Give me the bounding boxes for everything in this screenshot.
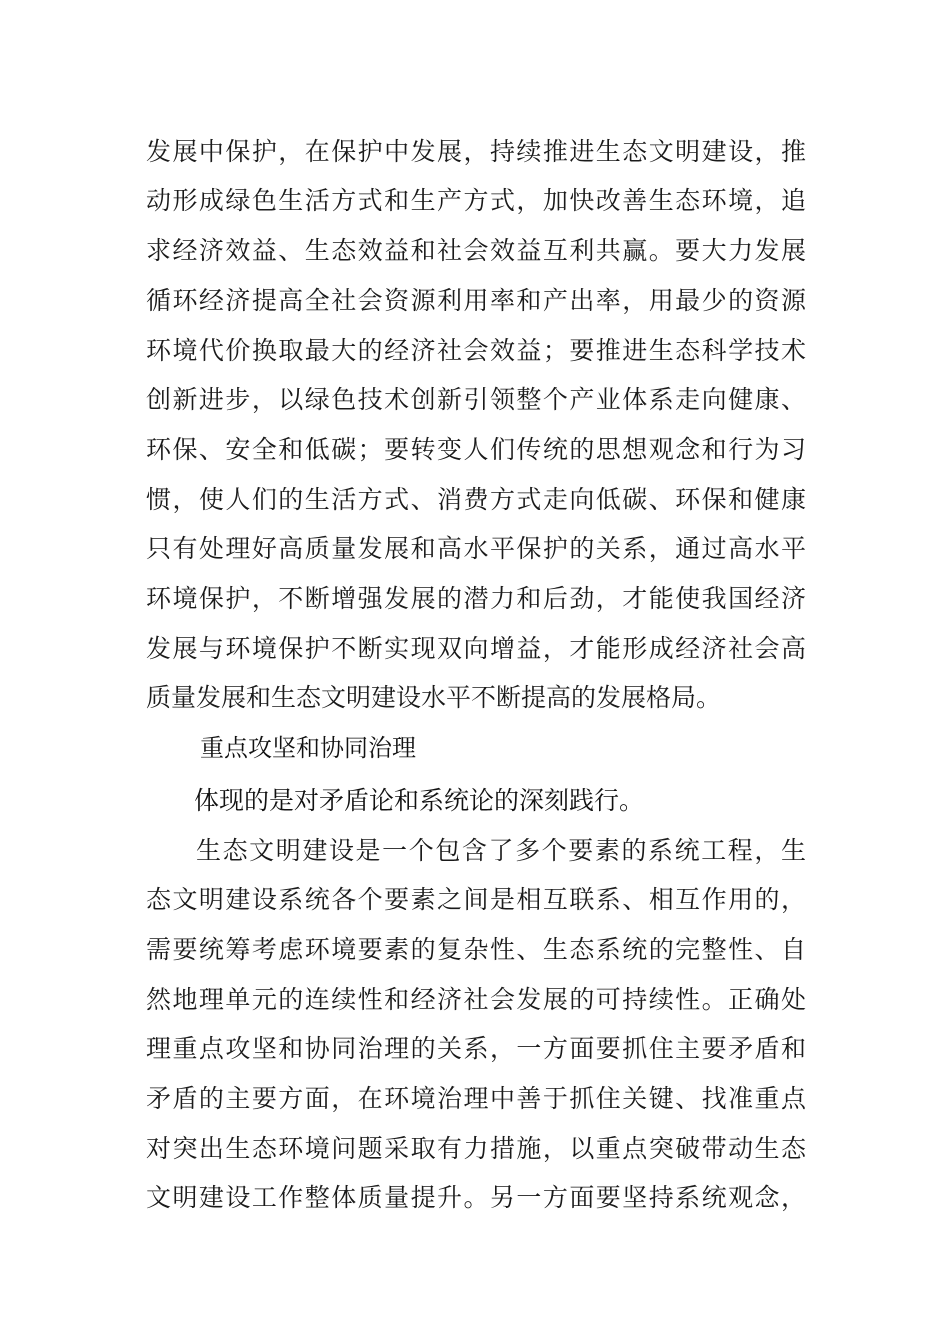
section-heading: 重点攻坚和协同治理: [200, 734, 416, 762]
paragraph-line: 态文明建设系统各个要素之间是相互联系、相互作用的，: [146, 885, 806, 914]
paragraph-line: 环境保护，不断增强发展的潜力和后劲，才能使我国经济: [146, 584, 806, 613]
paragraph-line: 然地理单元的连续性和经济社会发展的可持续性。正确处: [146, 985, 806, 1014]
paragraph-line: 文明建设工作整体质量提升。另一方面要坚持系统观念，: [146, 1183, 806, 1212]
paragraph-line: 发展中保护，在保护中发展，持续推进生态文明建设，推: [146, 137, 806, 166]
paragraph-line: 求经济效益、生态效益和社会效益互利共赢。要大力发展: [146, 236, 806, 265]
paragraph-line: 需要统筹考虑环境要素的复杂性、生态系统的完整性、自: [146, 935, 806, 964]
paragraph-line: 发展与环境保护不断实现双向增益，才能形成经济社会高: [146, 634, 806, 663]
paragraph-line: 理重点攻坚和协同治理的关系，一方面要抓住主要矛盾和: [146, 1034, 806, 1063]
paragraph-line: 环境代价换取最大的经济社会效益；要推进生态科学技术: [146, 336, 806, 365]
paragraph-line: 动形成绿色生活方式和生产方式，加快改善生态环境，追: [146, 186, 806, 215]
paragraph-line: 循环经济提高全社会资源利用率和产出率，用最少的资源: [146, 286, 806, 315]
section-subheading: 体现的是对矛盾论和系统论的深刻践行。: [194, 786, 645, 815]
paragraph-line: 惯，使人们的生活方式、消费方式走向低碳、环保和健康: [146, 485, 806, 514]
paragraph-line: 创新进步，以绿色技术创新引领整个产业体系走向健康、: [146, 385, 806, 414]
paragraph-line: 只有处理好高质量发展和高水平保护的关系，通过高水平: [146, 534, 806, 563]
paragraph-line: 质量发展和生态文明建设水平不断提高的发展格局。: [146, 683, 722, 712]
paragraph-line: 矛盾的主要方面，在环境治理中善于抓住关键、找准重点: [146, 1084, 806, 1113]
paragraph-line: 对突出生态环境问题采取有力措施，以重点突破带动生态: [146, 1134, 806, 1163]
paragraph-line: 生态文明建设是一个包含了多个要素的系统工程，生: [196, 836, 806, 865]
paragraph-line: 环保、安全和低碳；要转变人们传统的思想观念和行为习: [146, 435, 806, 464]
